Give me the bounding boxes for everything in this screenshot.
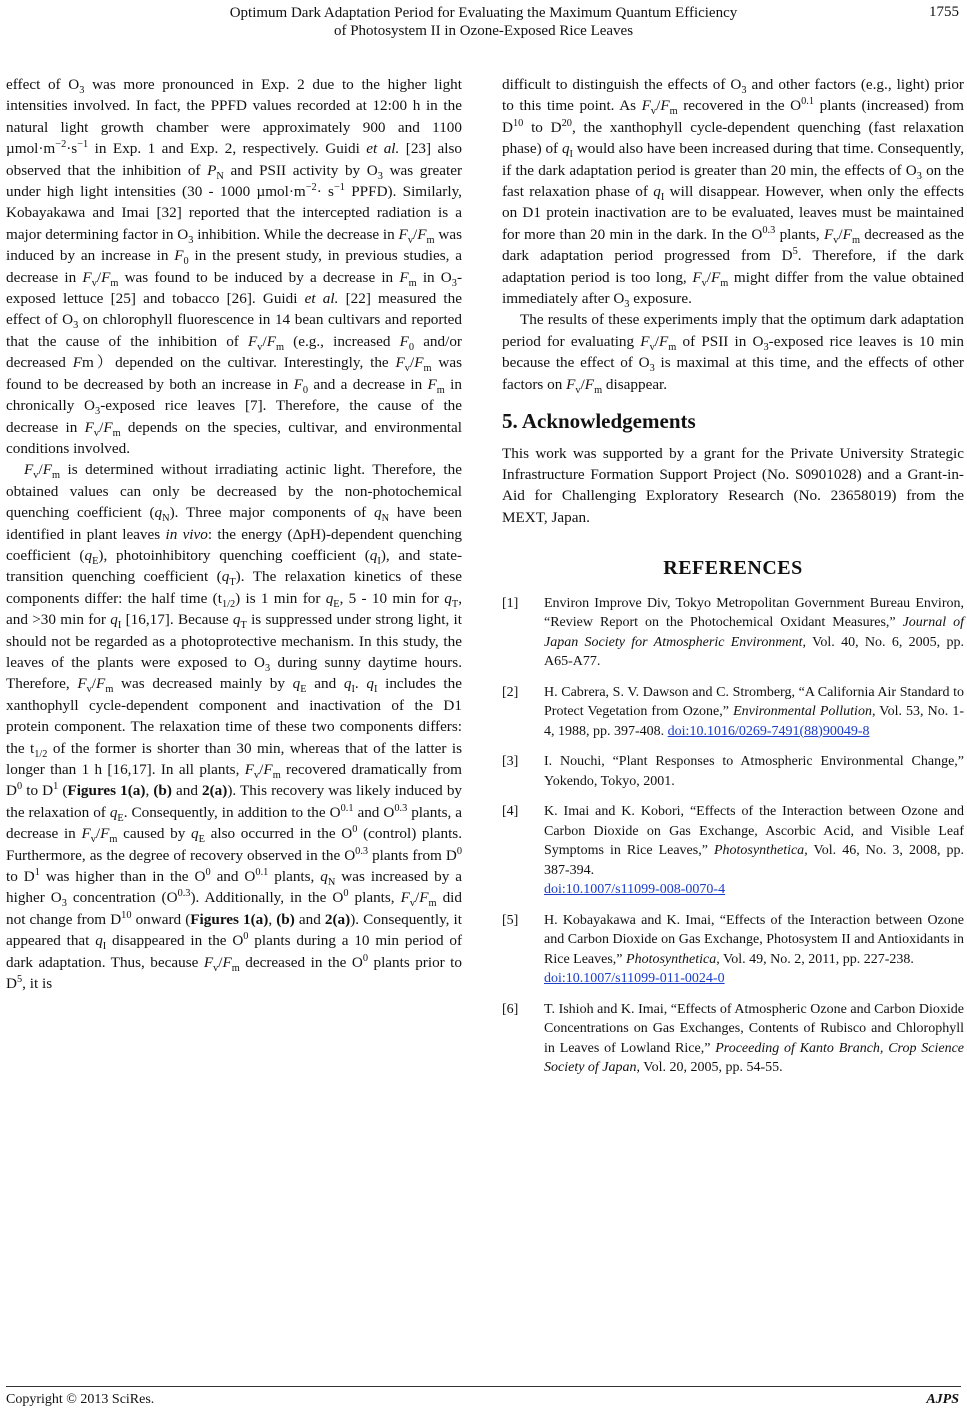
doi-link[interactable]: doi:10.1016/0269-7491(88)90049-8 xyxy=(667,723,870,739)
reference-item xyxy=(502,911,964,989)
doi-link[interactable]: doi:10.1007/s11099-011-0024-0 xyxy=(544,971,725,987)
acknowledgements-text: This work was supported by a grant for the Private University Strategic Infrastructure Formation Support Project (No. S0901028) and a Grant-in-Aid for Challenging Exploratory Research (No. 23658019) from the MEXT, Japan. xyxy=(502,444,964,526)
reference-text: T. Ishioh and K. Imai, “Effects of Atmospheric Ozone and Carbon Dioxide Concentrations on Gas Exchanges, Contents of Rubisco and Chlorophyll in Leaves of Lowland Rice,” Proceeding of Kanto Branch, Crop Science Society of Japan, Vol. 20, 2005, pp. 54-55. xyxy=(544,1001,964,1076)
reference-item xyxy=(502,594,964,672)
reference-number: [4] xyxy=(502,804,519,820)
body-paragraph-3: difficult to distinguish the effects of $O_3$ and other factors (e.g., light) prior to this time point. As $F_v/F_m$ recovered in the $O^{0.1}$ plants (increased) from $D^{10}$ to $D^{20}$, the xanthophyll cycle-dependent quenching (fast relaxation phase) of $q_I$ would also have been increased during that time. Consequently, if the dark adaptation period is greater than 20 min, the effects of $O_3$ on the fast relaxation phase of $q_I$ will disappear. However, when only the effects on D1 protein inactivation are to be evaluated, leaves must be maintained for more than 20 min in the dark. In the $O^{0.3}$ plants, $F_v/F_m$ decreased as the dark adaptation period progressed from $D^5$. Therefore, if the dark adaptation period is too long, $F_v/F_m$ might differ from the value obtained immediately after $O_3$ exposure. xyxy=(502,76,965,311)
doi-link[interactable]: doi:10.1007/s11099-008-0070-4 xyxy=(544,882,726,898)
reference-item xyxy=(502,683,964,742)
reference-number: [5] xyxy=(502,912,519,928)
reference-item xyxy=(502,1000,964,1078)
footer-rule xyxy=(6,1386,961,1387)
reference-item xyxy=(502,802,964,900)
reference-number: [3] xyxy=(502,754,519,770)
running-title-line1: Optimum Dark Adaptation Period for Evaluating the Maximum Quantum Efficiency xyxy=(229,5,738,21)
reference-text: H. Cabrera, S. V. Dawson and C. Stromberg, “A California Air Standard to Protect Vegetation from Ozone,” Environmental Pollution, Vol. 53, No. 1-4, 1988, pp. 397-408. doi:10.1016/0269-7491(88)90049-8 xyxy=(544,684,964,739)
left-column xyxy=(6,74,462,994)
reference-number: [1] xyxy=(502,595,519,611)
body-paragraph-1: effect of $O_3$ was more pronounced in Exp. 2 due to the higher light intensities involved. In fact, the PPFD values recorded at 12:00 h in the natural light growth chamber were approximately 900 and 1100 $\mu mol\cdot m^{-2}\cdot s^{-1}$ in Exp. 1 and Exp. 2, respectively. Guidi et al. [23] also observed that the inhibition of $P_N$ and PSII activity by $O_3$ was greater under high light intensities (30 - 1000 $\mu mol\cdot m^{-2}\cdot s^{-1}$ PPFD). Similarly, Kobayakawa and Imai [32] reported that the intercepted radiation is a major determining factor in $O_3$ inhibition. While the decrease in $F_v/F_m$ was induced by an increase in $F_0$ in the present study, in previous studies, a decrease in $F_v/F_m$ was found to be induced by a decrease in $F_m$ in $O_3$-exposed lettuce [25] and tobacco [26]. Guidi et al. [22] measured the effect of $O_3$ on chlorophyll fluorescence in 14 bean cultivars and reported that the cause of the inhibition of $F_v/F_m$ (e.g., increased $F_0$ and/or decreased Fm）depended on the cultivar. Interestingly, the $F_v/F_m$ was found to be decreased by both an increase in $F_0$ and a decrease in $F_m$ in chronically $O_3$-exposed rice leaves [7]. Therefore, the cause of the decrease in $F_v/F_m$ depends on the species, cultivar, and environmental conditions involved. xyxy=(6,76,463,457)
footer-journal: AJPS xyxy=(926,1392,959,1407)
running-head xyxy=(0,4,967,40)
acknowledgements-heading: 5. Acknowledgements xyxy=(502,409,696,434)
reference-text: K. Imai and K. Kobori, “Effects of the Interaction between Ozone and Carbon Dioxide on Gas Exchange, Ascorbic Acid, and Visible Leaf Symptoms in Rice Leaves,” Photosynthetica, Vol. 46, No. 3, 2008, pp. 387-394. doi:10.1007/s11099-008-0070-4 xyxy=(544,804,964,898)
reference-list xyxy=(502,594,964,1078)
running-title-line2: of Photosystem II in Ozone-Exposed Rice Leaves xyxy=(333,23,634,39)
body-paragraph-2: $F_v/F_m$ is determined without irradiating actinic light. Therefore, the obtained values can only be decreased by the non-photochemical quenching coefficient $(q_N)$. Three major components of $q_N$ have been identified in plant leaves in vivo: the energy (ΔpH)-dependent quenching coefficient $(q_E)$, photoinhibitory quenching coefficient $(q_I)$, and state-transition quenching coefficient $(q_T)$. The relaxation kinetics of these components differ: the half time $(t_{1/2})$ is 1 min for $q_E$, 5 - 10 min for $q_T$, and >30 min for $q_I$ [16,17]. Because $q_T$ is suppressed under strong light, it should not be regarded as a photoprotective mechanism. In this study, the leaves of the plants were exposed to $O_3$ during sunny daytime hours. Therefore, $F_v/F_m$ was decreased mainly by $q_E$ and $q_I$. $q_I$ includes the xanthophyll cycle-dependent component and inactivation of the D1 protein component. The relaxation time of these two components differs: the $t_{1/2}$ of the former is shorter than 30 min, whereas that of the latter is longer than 1 h [16,17]. In all plants, $F_v/F_m$ recovered dramatically from $D^0$ to $D^1$ (Figures 1(a), (b) and 2(a)). This recovery was likely induced by the relaxation of $q_E$. Consequently, in addition to the $O^{0.1}$ and $O^{0.3}$ plants, a decrease in $F_v/F_m$ caused by $q_E$ also occurred in the $O^0$ (control) plants. Furthermore, as the degree of recovery observed in the $O^{0.3}$ plants from $D^0$ to $D^1$ was higher than in the $O^0$ and $O^{0.1}$ plants, $q_N$ was increased by a higher $O_3$ concentration $(O^{0.3})$. Additionally, in the $O^0$ plants, $F_v/F_m$ did not change from $D^{10}$ onward (Figures 1(a), (b) and 2(a)). Consequently, it appeared that $q_I$ disappeared in the $O^0$ plants during a 10 min period of dark adaptation. Thus, because $F_v/F_m$ decreased in the $O^0$ plants prior to $D^5$, it is xyxy=(6,461,463,993)
reference-text: Environ Improve Div, Tokyo Metropolitan Government Bureau Environ, “Review Report on the Photochemical Oxidant Measures,” Journal of Japan Society for Atmospheric Environment, Vol. 40, No. 6, 2005, pp. A65-A77. xyxy=(544,595,964,670)
right-column xyxy=(502,74,964,1089)
body-paragraph-4: The results of these experiments imply that the optimum dark adaptation period for evaluating $F_v/F_m$ of PSII in $O_3$-exposed rice leaves is 10 min because the effect of $O_3$ is maximal at this time, and the effects of other factors on $F_v/F_m$ disappear. xyxy=(502,311,964,396)
page-number: 1755 xyxy=(929,4,959,20)
reference-text: I. Nouchi, “Plant Responses to Atmospheric Environmental Change,” Yokendo, Tokyo, 2001. xyxy=(544,754,964,789)
references-heading: REFERENCES xyxy=(663,557,803,580)
footer-copyright: Copyright © 2013 SciRes. xyxy=(6,1392,155,1407)
reference-number: [2] xyxy=(502,684,519,700)
reference-number: [6] xyxy=(502,1001,519,1017)
reference-text: H. Kobayakawa and K. Imai, “Effects of the Interaction between Ozone and Carbon Dioxide on Gas Exchange, Photosystem II and Antioxidants in Rice Leaves,” Photosynthetica, Vol. 49, No. 2, 2011, pp. 227-238. doi:10.1007/s11099-011-0024-0 xyxy=(544,912,964,987)
reference-item xyxy=(502,752,964,791)
